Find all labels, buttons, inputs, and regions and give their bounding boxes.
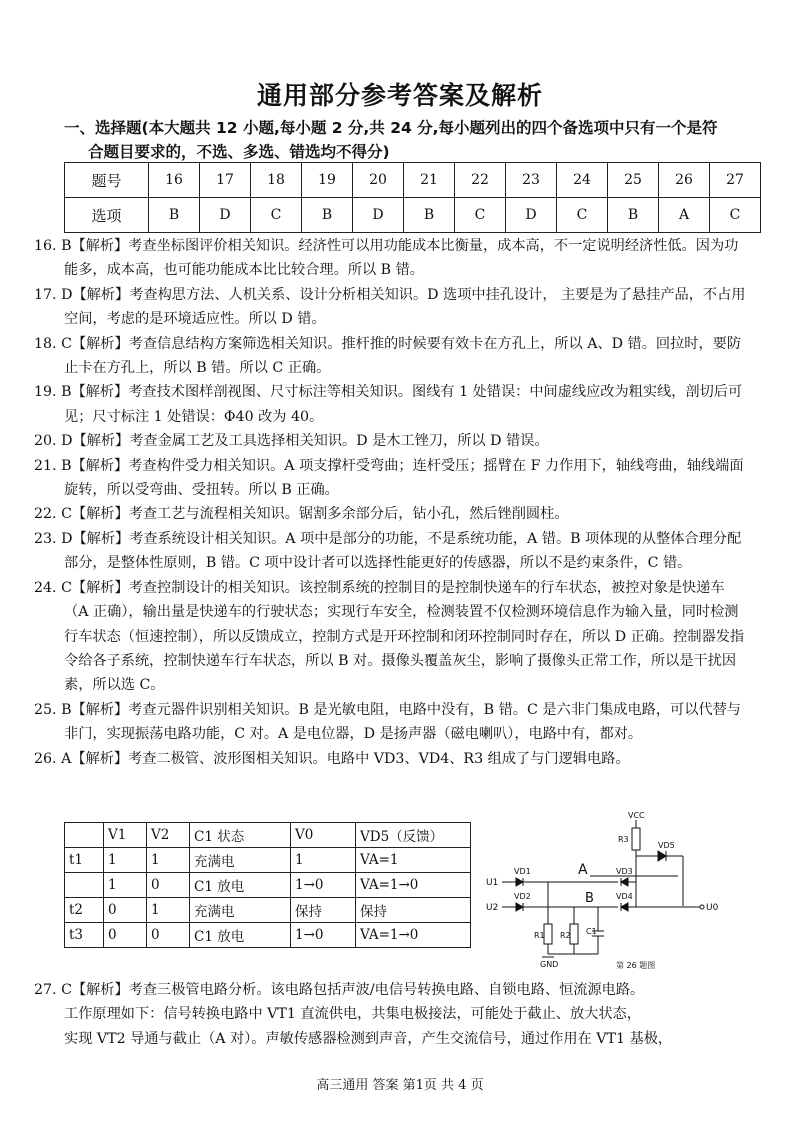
table-cell: 保持 — [291, 898, 356, 923]
section-heading-line1: 一、选择题(本大题共 12 小题,每小题 2 分,共 24 分,每小题列出的四个备选项中只有一个是符 — [64, 119, 718, 137]
diode-vd2 — [516, 903, 523, 911]
vd2-label: VD2 — [514, 892, 531, 901]
explanation-16: 16. B【解析】考查坐标图评价相关知识。经济性可以用功能成本比衡量，成本高，不一定说明经济性低。因为功能多，成本高，也可能功能成本比比较合理。所以 B 错。 — [34, 238, 739, 279]
table-cell: t1 — [65, 848, 104, 873]
table-cell: 24 — [557, 163, 608, 198]
table-cell: 1 — [147, 848, 190, 873]
table-cell: 0 — [104, 923, 147, 948]
explanation-list — [34, 234, 746, 771]
answer-table-row-answers — [65, 198, 761, 233]
vcc-label: VCC — [628, 811, 645, 820]
table-row — [65, 898, 471, 923]
table-cell: 1→0 — [291, 923, 356, 948]
output-terminal — [700, 905, 704, 909]
explanation-24: 24. C【解析】考查控制设计的相关知识。该控制系统的控制目的是控制快递车的行车状态，被控对象是快递车（A 正确），输出量是快递车的行驶状态；实现行车安全，检测装置不仅检测环境信息作为输入量，同时检测行车状态（恒速控制），所以反馈成立，控制方式是开环控制和闭环控制同时存在，所以 D 正确。控制器发指令给各子系统，控制快递车行车状态，所以 B 对。摄像头覆盖灰尘，影响了摄像头正常工作，所以是干扰因素，所以选 C。 — [34, 579, 745, 694]
r3-label: R3 — [618, 835, 629, 844]
explanation-19: 19. B【解析】考查技术图样剖视图、尺寸标注等相关知识。图线有 1 处错误：中间虚线应改为粗实线，剖切后可见；尺寸标注 1 处错误：Φ40 改为 40。 — [34, 384, 743, 425]
table-cell: D — [353, 198, 404, 233]
table-cell: B — [608, 198, 659, 233]
section-heading — [64, 116, 744, 164]
table-cell: A — [659, 198, 710, 233]
gnd-label: GND — [540, 960, 559, 969]
vd4-label: VD4 — [616, 892, 633, 901]
vd5-label: VD5 — [658, 841, 675, 850]
diode-vd4 — [621, 903, 628, 911]
table-cell: 0 — [147, 923, 190, 948]
table-cell: 1 — [147, 898, 190, 923]
diode-vd3 — [621, 878, 628, 886]
table-cell: 21 — [404, 163, 455, 198]
table-header — [65, 823, 104, 848]
table-cell: 22 — [455, 163, 506, 198]
table-cell: 充满电 — [190, 848, 291, 873]
table-cell — [65, 873, 104, 898]
table-cell: 1 — [104, 848, 147, 873]
c1-label: C1 — [586, 927, 597, 936]
table-header: V1 — [104, 823, 147, 848]
explanation-20: 20. D【解析】考查金属工艺及工具选择相关知识。D 是木工锉刀，所以 D 错误。 — [34, 433, 549, 450]
table-header: V0 — [291, 823, 356, 848]
table-cell: 19 — [302, 163, 353, 198]
table-cell: VA=1→0 — [356, 923, 471, 948]
table-cell: D — [200, 198, 251, 233]
table-header-number: 题号 — [65, 163, 149, 198]
explanation-25: 25. B【解析】考查元器件识别相关知识。B 是光敏电阻，电路中没有，B 错。C 是六非门集成电路，可以代替与非门，实现振荡电路功能，C 对。A 是电位器，D 是扬声器（磁电喇叭），电路中有，都对。 — [34, 701, 741, 743]
table-header-option: 选项 — [65, 198, 149, 233]
table-cell: 充满电 — [190, 898, 291, 923]
vd3-label: VD3 — [616, 867, 633, 876]
table-row — [65, 923, 471, 948]
figure-caption: 第 26 题图 — [616, 961, 656, 970]
answer-table-row-numbers — [65, 163, 761, 198]
table-cell: D — [506, 198, 557, 233]
explanation-27-line2: 工作原理如下：信号转换电路中 VT1 直流供电，共集电极接法，可能处于截止、放大状态， — [64, 1006, 641, 1023]
resistor-r3 — [632, 828, 640, 850]
table-row — [65, 873, 471, 898]
r1-label: R1 — [534, 931, 545, 940]
table-cell: 17 — [200, 163, 251, 198]
explanation-27 — [34, 978, 746, 1051]
explanation-18: 18. C【解析】考查信息结构方案筛选相关知识。推杆推的时候要有效卡在方孔上，所以 A、D 错。回拉时，要防止卡在方孔上，所以 B 错。所以 C 正确。 — [34, 335, 742, 377]
explanation-26: 26. A【解析】考查二极管、波形图相关知识。电路中 VD3、VD4、R3 组成了与门逻辑电路。 — [34, 750, 630, 767]
table-cell: C — [251, 198, 302, 233]
table-cell: B — [404, 198, 455, 233]
table-header: VD5（反馈） — [356, 823, 471, 848]
explanation-21: 21. B【解析】考查构件受力相关知识。A 项支撑杆受弯曲；连杆受压；摇臂在 F 力作用下，轴线弯曲，轴线端面旋转，所以受弯曲、受扭转。所以 B 正确。 — [34, 457, 744, 499]
explanation-23: 23. D【解析】考查系统设计相关知识。A 项中是部分的功能，不是系统功能，A 错。B 项体现的从整体合理分配部分，是整体性原则，B 错。C 项中设计者可以选择性能更好的传感器，所以不是约束条件，C 错。 — [34, 530, 742, 572]
table-cell: 1 — [291, 848, 356, 873]
table-cell: C1 放电 — [190, 873, 291, 898]
diode-vd1 — [516, 878, 523, 886]
explanation-17: 17. D【解析】考查构思方法、人机关系、设计分析相关知识。D 选项中挂孔设计， 主要是为了悬挂产品，不占用空间，考虑的是环境适应性。所以 D 错。 — [34, 286, 746, 328]
table-cell: VA=1 — [356, 848, 471, 873]
resistor-r2 — [570, 924, 578, 944]
table-cell: 20 — [353, 163, 404, 198]
circuit-diagram-26 — [478, 806, 728, 976]
resistor-r1 — [544, 924, 552, 944]
table-cell: 0 — [104, 898, 147, 923]
table-cell: B — [149, 198, 200, 233]
table-cell: 23 — [506, 163, 557, 198]
table-cell: 26 — [659, 163, 710, 198]
table-cell: 保持 — [356, 898, 471, 923]
u1-label: U1 — [486, 878, 499, 888]
table-cell: 0 — [147, 873, 190, 898]
page-title: 通用部分参考答案及解析 — [256, 81, 543, 110]
r2-label: R2 — [560, 931, 571, 940]
table-header: C1 状态 — [190, 823, 291, 848]
table-cell: C — [710, 198, 761, 233]
u2-label: U2 — [486, 903, 499, 913]
table-header: V2 — [147, 823, 190, 848]
table-cell: VA=1→0 — [356, 873, 471, 898]
table-cell: 25 — [608, 163, 659, 198]
truth-table-header — [65, 823, 471, 848]
table-cell: 1 — [104, 873, 147, 898]
table-cell: C — [455, 198, 506, 233]
answer-table — [64, 162, 761, 233]
explanation-27-line1: 27. C【解析】考查三极管电路分析。该电路包括声波/电信号转换电路、自锁电路、恒流源电路。 — [34, 982, 645, 998]
u0-label: U0 — [706, 903, 719, 913]
section-heading-line2: 合题目要求的，不选、多选、错选均不得分) — [88, 143, 390, 161]
truth-table-26 — [64, 822, 471, 948]
table-cell: t2 — [65, 898, 104, 923]
table-cell: 1→0 — [291, 873, 356, 898]
table-cell: B — [302, 198, 353, 233]
node-b-label: B — [585, 891, 594, 906]
explanation-22: 22. C【解析】考查工艺与流程相关知识。锯割多余部分后，钻小孔，然后锉削圆柱。 — [34, 506, 569, 523]
table-row — [65, 848, 471, 873]
table-cell: C1 放电 — [190, 923, 291, 948]
vd1-label: VD1 — [514, 867, 531, 876]
table-cell: 18 — [251, 163, 302, 198]
table-cell: C — [557, 198, 608, 233]
table-cell: t3 — [65, 923, 104, 948]
node-a-label: A — [578, 862, 588, 878]
table-cell: 27 — [710, 163, 761, 198]
table-cell: 16 — [149, 163, 200, 198]
explanation-27-line3: 实现 VT2 导通与截止（A 对）。声敏传感器检测到声音，产生交流信号，通过作用在 VT1 基极， — [64, 1030, 673, 1047]
page-footer: 高三通用 答案 第1页 共 4 页 — [316, 1078, 484, 1093]
diode-vd5 — [658, 851, 666, 861]
